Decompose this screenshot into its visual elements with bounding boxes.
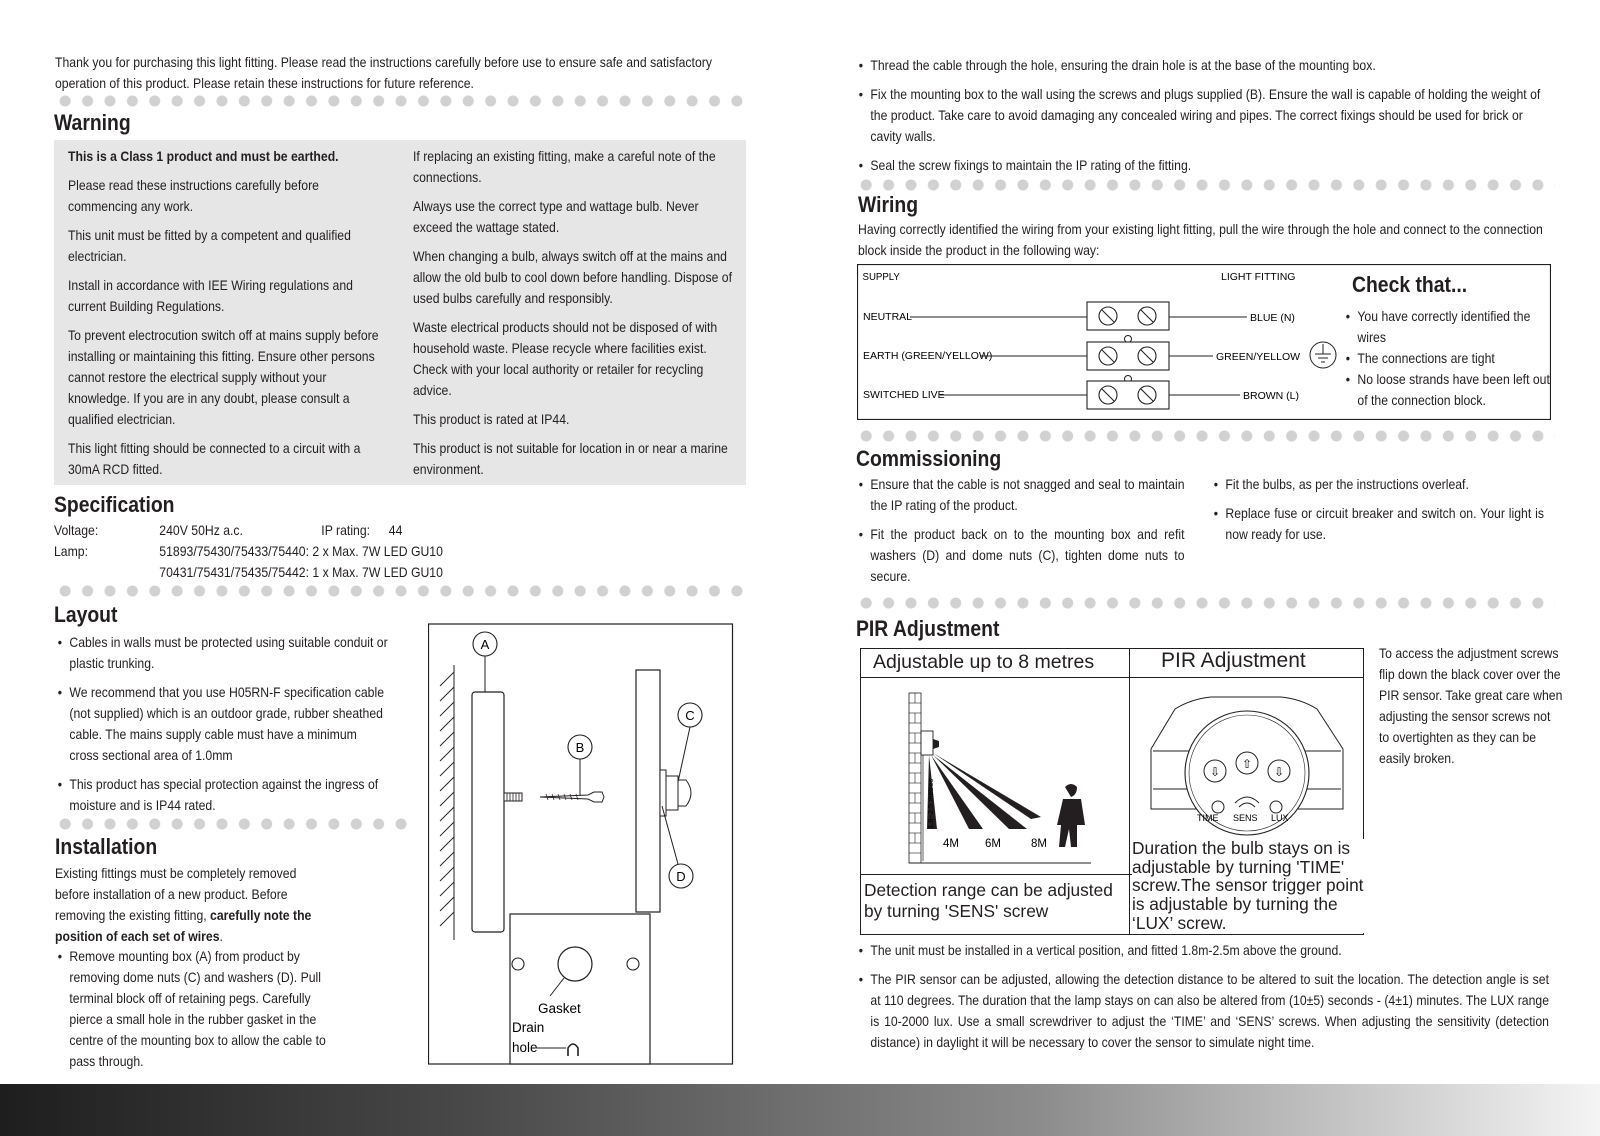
ip-rating-value: 44 [388,523,403,538]
pir-sensor-illustration [1131,679,1365,839]
installation-intro: Existing fittings must be completely removed before installation of a new product. Before removing the existing fitting, [55,866,297,923]
warning-item: When changing a bulb, always switch off at the mains and allow the old bulb to cool down before handling. Dispose of used bulbs carefully and responsibly. [413,249,732,306]
label-d: D [676,869,686,884]
label-c: C [685,708,695,723]
list-item: • You have correctly identified the wires [1343,306,1550,348]
wiring-heading: Wiring [858,192,919,217]
warning-class1: This is a Class 1 product and must be earthed. [68,149,339,164]
warning-item: This light fitting should be connected to a circuit with a 30mA RCD fitted. [68,441,361,477]
gasket-label: Gasket [538,1001,581,1016]
list-item: • Seal the screw fixings to maintain the IP rating of the fitting. [856,155,1549,176]
specification-heading: Specification [54,492,175,517]
list-item: • Remove mounting box (A) from product by removing dome nuts (C) and washers (D). Pull terminal block off of retaining pegs. Carefully pierce a small hole in the rubber gasket in the centre of the mounting box to allow the cable to pass through. [55,946,334,1072]
time-label: TIME [1197,813,1219,823]
installation-period: . [219,929,223,944]
check-that-heading: Check that... [1352,272,1468,297]
installation-bold-note: carefully note the position of each set of wires [55,908,312,944]
pir-range-title: Adjustable up to 8 metres [873,651,1095,673]
list-item: • No loose strands have been left out of the connection block. [1343,369,1550,411]
warning-item: This product is not suitable for location in or near a marine environment. [413,441,728,477]
warning-item: To prevent electrocution switch off at mains supply before installing or maintaining this fitting. Ensure other persons cannot restore the electrical supply without your knowledge. If you are in any doubt, please consult a qualified electrician. [68,328,379,427]
list-item: • We recommend that you use H05RN-F specification cable (not supplied) which is an outdoor grade, rubber sheathed cable. The mains supply cable must have a minimum cross sectional area of 1.0mm [55,682,388,766]
label-b: B [575,740,585,755]
warning-item: Install in accordance with IEE Wiring regulations and current Building Regulations. [68,278,353,314]
pir-side-note: To access the adjustment screws flip down the black cover over the PIR sensor. Take great care when adjusting the sensor screws not to overtighten as they can be easily broken. [1379,646,1563,766]
list-item: • The connections are tight [1343,348,1550,369]
list-item: • Thread the cable through the hole, ensuring the drain hole is at the base of the mounting box. [856,55,1549,76]
warning-item: Always use the correct type and wattage bulb. Never exceed the wattage stated. [413,199,699,235]
light-fitting-label: LIGHT FITTING [1221,271,1296,283]
voltage-label: Voltage: [54,523,99,538]
specification-block [54,520,684,583]
svg-text:⇩: ⇩ [1209,765,1221,779]
dotted-divider [855,597,1555,609]
hole-label: hole [512,1040,538,1055]
warning-left-column [68,146,388,488]
mounting-steps-list [856,55,1549,184]
svg-text:⇩: ⇩ [1273,765,1285,779]
installation-text [55,863,334,947]
commissioning-left-list [856,474,1185,595]
wiring-intro: Having correctly identified the wiring from your existing light fitting, pull the wire through the hole and connect to the connection block inside the product in the following way: [858,222,1543,258]
dotted-divider [855,179,1555,191]
warning-box [54,140,746,485]
dotted-divider [855,430,1555,442]
layout-diagram [428,620,734,1070]
warning-item: If replacing an existing fitting, make a careful note of the connections. [413,149,716,185]
dotted-divider [54,818,410,830]
layout-list [55,632,388,824]
earth-label: EARTH (GREEN/YELLOW) [863,350,993,362]
installation-heading: Installation [55,834,158,859]
lamp-line: 51893/75430/75433/75440: 2 x Max. 7W LED GU10 [159,544,443,559]
switched-live-label: SWITCHED LIVE [863,389,945,401]
pir-table [860,648,1364,935]
list-item: • Replace fuse or circuit breaker and switch on. Your light is now ready for use. [1211,503,1544,545]
pir-range-caption: Detection range can be adjusted by turning 'SENS' screw [864,880,1113,921]
blue-label: BLUE (N) [1250,312,1295,324]
ip-rating-label: IP rating: [321,523,371,538]
warning-item: This product is rated at IP44. [413,412,570,427]
drain-label: Drain [512,1020,545,1035]
commissioning-right-list [1211,474,1544,553]
dotted-divider [54,95,746,107]
warning-item: Waste electrical products should not be disposed of with household waste. Please recycle where facilities exist. Check with your local authority or retailer for recycling advice. [413,320,718,398]
list-item: • Fix the mounting box to the wall using the screws and plugs supplied (B). Ensure the wall is capable of holding the weight of the product. Take care to avoid damaging any concealed wiring and pipes. The correct fixings should be used for brick or cavity walls. [856,84,1549,147]
mounting-height-label: 1.8~2.5 metres [926,778,935,829]
range-6m: 6M [985,838,1001,850]
neutral-label: NEUTRAL [863,311,913,323]
list-item: • Cables in walls must be protected using suitable conduit or plastic trunking. [55,632,388,674]
layout-heading: Layout [54,602,118,627]
commissioning-heading: Commissioning [856,446,1002,471]
voltage-value: 240V 50Hz a.c. [159,523,243,538]
pir-adjustment-title: PIR Adjustment [1161,649,1306,672]
intro-text: Thank you for purchasing this light fitting. Please read the instructions carefully before use to ensure safe and satisfactory operation of this product. Please retain these instructions for future reference. [55,55,712,91]
check-list [1343,306,1550,411]
installation-list [55,946,334,1080]
detection-range-illustration [861,679,1129,873]
lux-label: LUX [1271,813,1289,823]
dotted-divider [54,585,746,597]
list-item: • The unit must be installed in a vertical position, and fitted 1.8m-2.5m above the ground. [856,940,1549,961]
brown-label: BROWN (L) [1243,390,1299,402]
range-8m: 8M [1031,838,1047,850]
svg-text:⇧: ⇧ [1241,757,1253,771]
supply-label: SUPPLY [862,271,900,284]
warning-item: This unit must be fitted by a competent and qualified electrician. [68,228,351,264]
sens-label: SENS [1233,813,1258,823]
pir-notes-list [856,940,1549,1061]
lamp-line: 70431/75431/75435/75442: 1 x Max. 7W LED GU10 [159,565,443,580]
pir-heading: PIR Adjustment [856,616,1000,641]
green-yellow-label: GREEN/YELLOW [1216,351,1301,363]
pir-duration-caption: Duration the bulb stays on is adjustable by turning 'TIME' screw.The sensor trigger point is adjustable by turning the ‘LUX’ screw. [1132,838,1364,933]
list-item: • Fit the product back on to the mounting box and refit washers (D) and dome nuts (C), tighten dome nuts to secure. [856,524,1185,587]
label-a: A [480,637,490,652]
warning-item: Please read these instructions carefully before commencing any work. [68,178,319,214]
list-item: • The PIR sensor can be adjusted, allowing the detection distance to be altered to suit the location. The detection angle is set at 110 degrees. The duration that the lamp stays on can also be altered from (10±5) seconds - (4±1) minutes. The LUX range is 10-2000 lux. Use a small screwdriver to adjust the ‘TIME’ and ‘SENS’ screws. When adjusting the sensitivity (detection distance) in daylight it will be necessary to cover the sensor to simulate night time. [856,969,1549,1053]
lamp-label: Lamp: [54,544,89,559]
range-4m: 4M [943,838,959,850]
list-item: • Fit the bulbs, as per the instructions overleaf. [1211,474,1544,495]
list-item: • Ensure that the cable is not snagged and seal to maintain the IP rating of the product. [856,474,1185,516]
warning-heading: Warning [54,110,131,135]
list-item: • This product has special protection against the ingress of moisture and is IP44 rated. [55,774,388,816]
warning-right-column [413,146,733,488]
footer-gradient-bar [0,1084,1600,1136]
